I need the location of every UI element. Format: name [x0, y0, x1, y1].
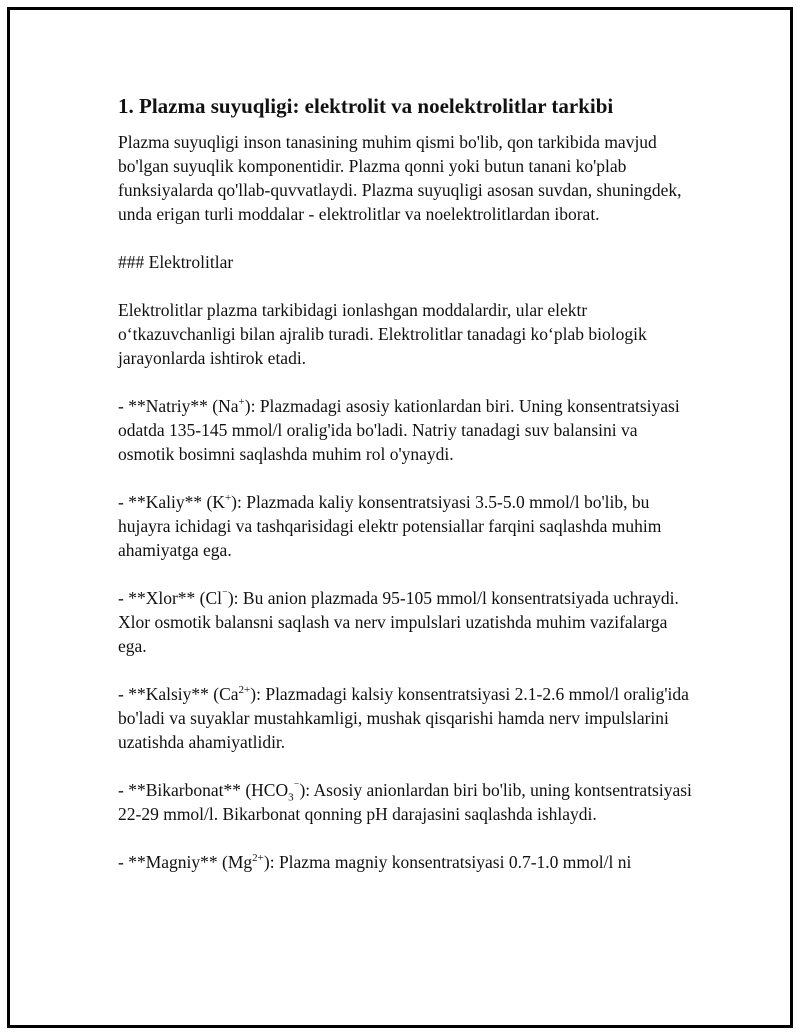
- electrolyte-item-magniy: - **Magniy** $(Mg^{2+})$: Plazma magniy konsentratsiyasi 0.7-1.0 mmol/l ni: [118, 852, 632, 872]
- document-body: [118, 92, 698, 874]
- electrolyte-item-natriy: - **Natriy** (Na+): Plazmadagi asosiy kationlardan biri. Uning konsentratsiyasi odatda 135-145 mmol/l oralig'ida bo'ladi. Natriy tanadagi suv balansini va osmotik bosimni saqlashda muhim rol o'ynaydi.: [118, 396, 680, 464]
- intro-paragraph: Plazma suyuqligi inson tanasining muhim qismi bo'lib, qon tarkibida mavjud bo'lgan suyuqlik komponentidir. Plazma qonni yoki butun tanani ko'plab funksiyalarda qo'llab-quvvatlaydi. Plazma suyuqligi asosan suvdan, shuningdek, unda erigan turli moddalar - elektrolitlar va noelektrolitlardan iborat.: [118, 132, 682, 224]
- electrolyte-item-xlor: - **Xlor** (Cl⁻): Bu anion plazmada 95-105 mmol/l konsentratsiyada uchraydi. Xlor osmotik balansni saqlash va nerv impulslari uzatishda muhim vazifalarga ega.: [118, 588, 679, 656]
- electrolyte-item-kalsiy: - **Kalsiy** $(Ca^{2+})$: Plazmadagi kalsiy konsentratsiyasi 2.1-2.6 mmol/l oralig'ida bo'ladi va suyaklar mustahkamligi, mushak qisqarishi hamda nerv impulslarini uzatishda ahamiyatlidir.: [118, 684, 689, 752]
- section-intro-paragraph: Elektrolitlar plazma tarkibidagi ionlashgan moddalardir, ular elektr o‘tkazuvchanligi bilan ajralib turadi. Elektrolitlar tanadagi ko‘plab biologik jarayonlarda ishtirok etadi.: [118, 300, 647, 368]
- document-title: 1. Plazma suyuqligi: elektrolit va noelektrolitlar tarkibi: [118, 94, 614, 118]
- electrolyte-item-bikarbonat: - **Bikarbonat** $(HCO_3^{^-})$: Asosiy anionlardan biri bo'lib, uning kontsentratsiyasi 22-29 mmol/l. Bikarbonat qonning pH darajasini saqlashda ishlaydi.: [118, 780, 692, 824]
- electrolyte-item-kaliy: - **Kaliy** (K+): Plazmada kaliy konsentratsiyasi 3.5-5.0 mmol/l bo'lib, bu hujayra ichidagi va tashqarisidagi elektr potensiallar farqini saqlashda muhim ahamiyatga ega.: [118, 492, 662, 560]
- section-heading: ### Elektrolitlar: [118, 252, 234, 272]
